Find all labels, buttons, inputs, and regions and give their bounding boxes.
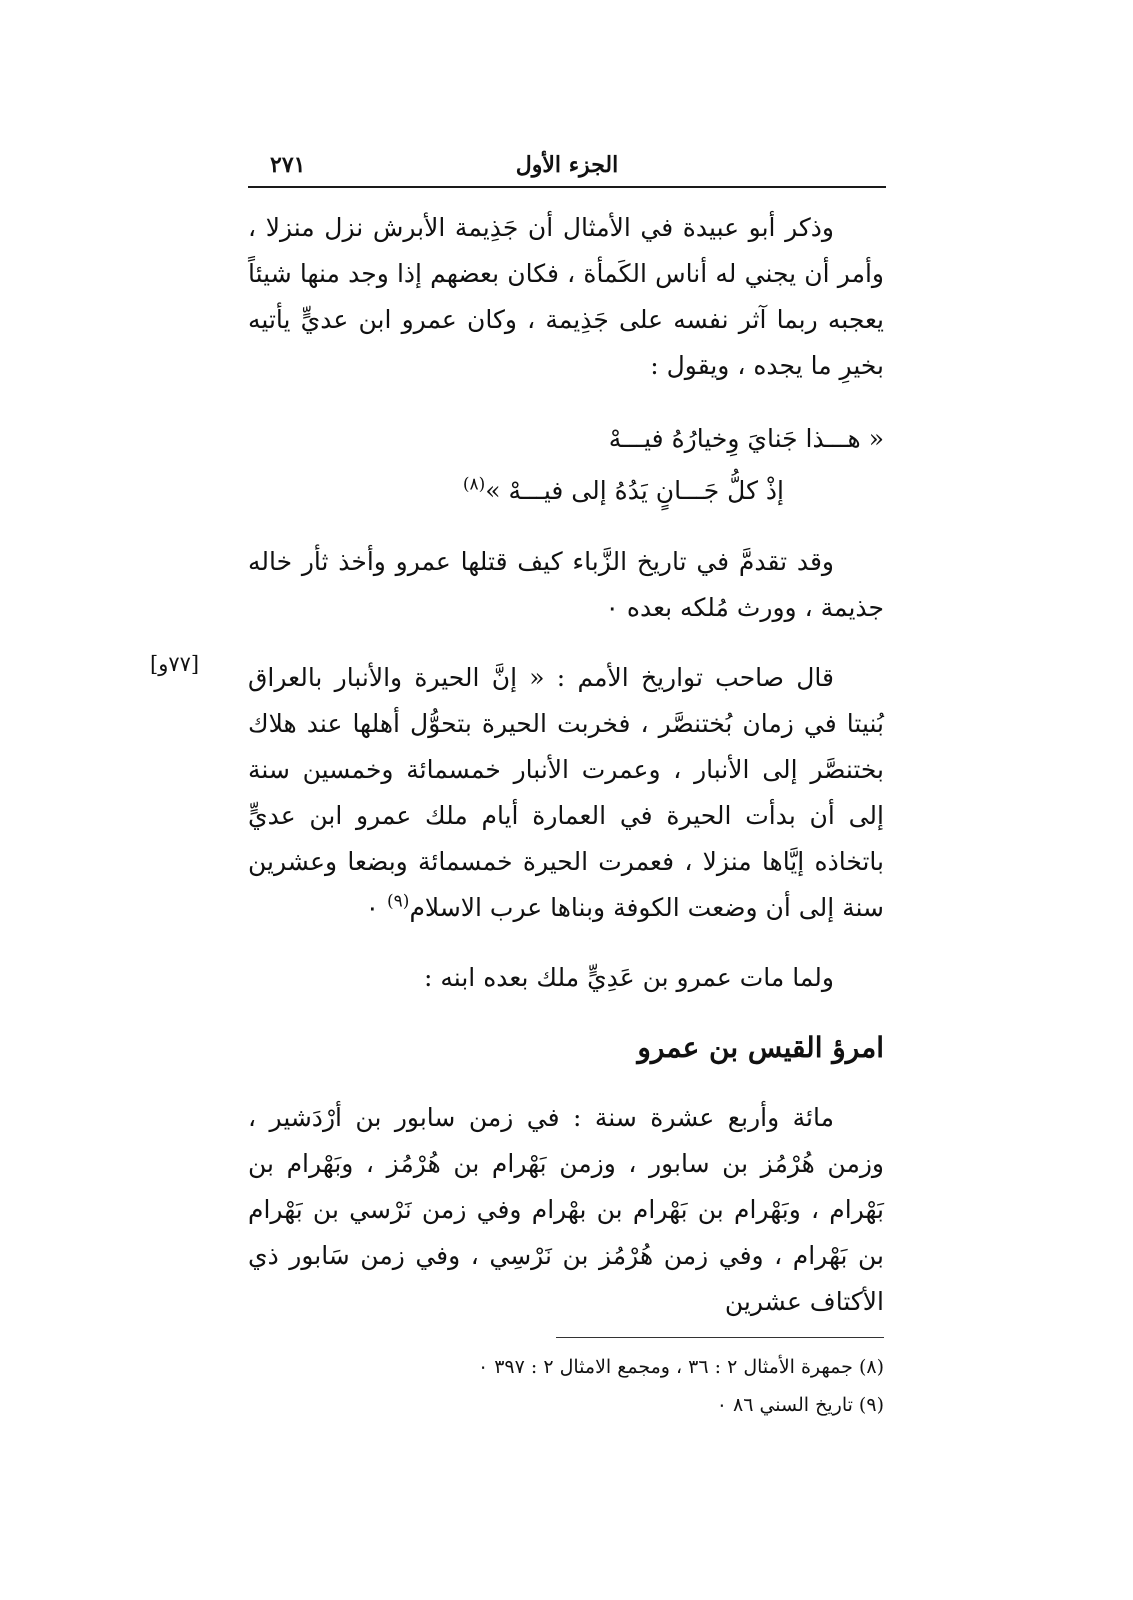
verse-line-1: « هـــذا جَنايَ وِخيارُهُ فيـــهْ bbox=[608, 424, 884, 453]
paragraph-4: ولما مات عمرو بن عَدِيٍّ ملك بعده ابنه : bbox=[424, 963, 834, 992]
section-heading: امرؤ القيس بن عمرو bbox=[637, 1031, 884, 1064]
verse-block bbox=[248, 413, 884, 517]
footnotes bbox=[248, 1348, 884, 1424]
paragraph-5: مائة وأربع عشرة سنة : في زمن سابور بن أرْدَشير ، وزمن هُرْمُز بن سابور ، وزمن بَهْرام بن هُرْمُز ، وبَهْرام بن بَهْرام ، وبَهْرام بن بَهْرام بن بهْرام وفي زمن نَرْسي بن بَهْرام بن بَهْرام ، وفي زمن هُرْمُز بن نَرْسِي ، وفي زمن سَابور ذي الأكتاف عشرين bbox=[248, 1103, 884, 1316]
footnote-separator bbox=[556, 1337, 884, 1338]
paragraph-3 bbox=[248, 655, 884, 931]
margin-folio-note: [٧٧و] bbox=[150, 652, 200, 676]
page-number: ٢٧١ bbox=[270, 152, 306, 178]
footnote-9: (٩) تاريخ السني ٨٦ ٠ bbox=[716, 1394, 884, 1416]
footnote-ref-9: (٩) bbox=[387, 891, 410, 912]
paragraph-3-end: ٠ bbox=[365, 893, 388, 922]
page-header bbox=[248, 150, 886, 188]
verse-line-2 bbox=[248, 465, 884, 517]
paragraph-2: وقد تقدمَّ في تاريخ الزَّباء كيف قتلها عمرو وأخذ ثأر خاله جذيمة ، وورث مُلكه بعده ٠ bbox=[248, 547, 884, 622]
main-text bbox=[248, 205, 884, 1349]
running-title: الجزء الأول bbox=[515, 152, 619, 178]
footnote-ref-8: (٨) bbox=[462, 474, 486, 495]
paragraph-3-text: قال صاحب تواريخ الأمم : « إنَّ الحيرة والأنبار بالعراق بُنيتا في زمان بُختنصَّر ، فخربت الحيرة بتحوُّل أهلها عند هلاك بختنصَّر إلى الأنبار ، وعمرت الأنبار خمسمائة وخمسين سنة إلى أن بدأت الحيرة في العمارة أيام ملك عمرو ابن عديٍّ باتخاذه إيَّاها منزلا ، فعمرت الحيرة خمسمائة وبضعا وعشرين سنة إلى أن وضعت الكوفة وبناها عرب الاسلام bbox=[248, 663, 884, 922]
paragraph-1: وذكر أبو عبيدة في الأمثال أن جَذِيمة الأبرش نزل منزلا ، وأمر أن يجني له أناس الكَمأة ، فكان بعضهم إذا وجد منها شيئاً يعجبه ربما آثر نفسه على جَذِيمة ، وكان عمرو ابن عديٍّ يأتيه بخيرِ ما يجده ، ويقول : bbox=[248, 213, 885, 380]
footnote-8: (٨) جمهرة الأمثال ٢ : ٣٦ ، ومجمع الامثال ٢ : ٣٩٧ ٠ bbox=[477, 1356, 884, 1378]
verse-line-2-text: إذْ كلُّ جَـــانٍ يَدُهُ إلى فيـــهْ » bbox=[485, 476, 784, 505]
